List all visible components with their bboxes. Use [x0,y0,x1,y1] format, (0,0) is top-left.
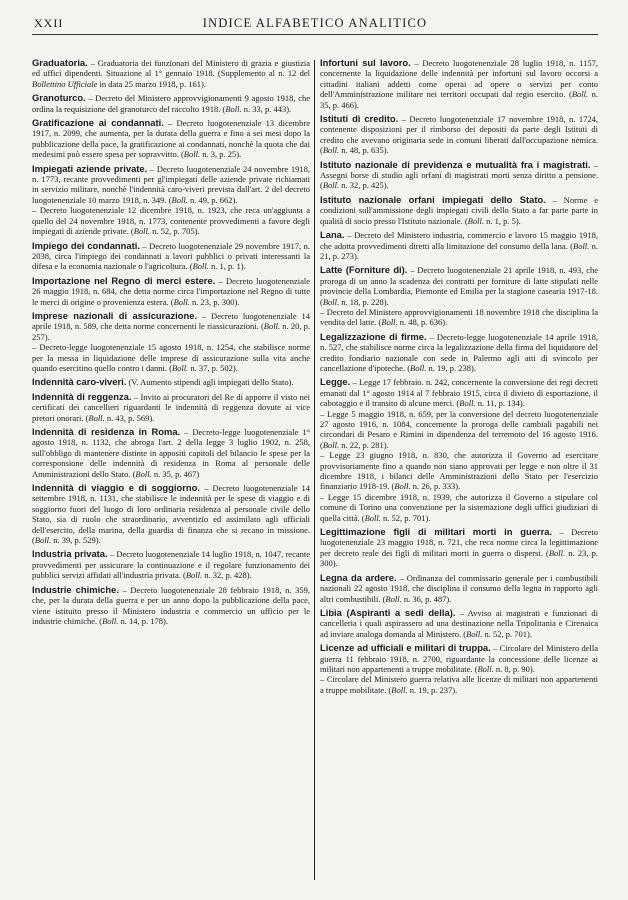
entry-heading: Legge. [320,376,351,388]
page-number: XXII [34,16,64,30]
entry-text: – Legge 17 febbraio. n. 242, concernente la conversione dei regi decreti emanati dal 1° agosto 1914 al 7 febbraio 1915, circa il divieto di esportazione, il cabotaggio e il transito di alcune merci. ( [320,377,598,409]
entry-heading: Istituto nazionale orfani impiegati dello Stato. [320,193,546,205]
entry-text: n. 19, p. 238). [426,362,476,373]
entry-text: n. 33, p. 443). [241,103,292,114]
index-entry [32,58,310,89]
entry-text: n. 19, p. 237). [407,684,458,695]
entry-heading: Licenze ad ufficiali e militari di truppa. [320,642,491,654]
index-entry [320,643,598,695]
entry-text: – Decreto luogotenenziale 17 novembre 1918, n. 1724, contenente disposizioni per il rimborso dei depositi da parte degli Istituti di credito che avevano originaria sede in comuni liberati dall'occupazione nemica. ( [320,114,598,156]
index-entry [32,483,310,545]
citation-abbrev: Boll. [410,362,427,373]
index-entry [32,392,310,423]
entry-sub-item [32,205,310,236]
citation-abbrev: Boll. [459,398,476,409]
entry-text: n. 8, p. 90). [493,663,535,674]
entry-text: n. 39, p. 529). [51,535,101,546]
entry-text: n. 36, p. 487). [401,593,452,604]
entry-text: – Decreto luogotenenziale 23 maggio 1918, n. 721, che reca norme circa la legittimazione per decreto reale dei figli di militari morti in guerra o dispersi. ( [320,527,598,558]
index-entry [32,164,310,237]
page-header [32,16,598,35]
entry-text: n. 43, p. 569). [104,412,155,423]
entry-text: n. 18, p. 228). [339,296,389,307]
entry-sub-item [32,342,310,373]
index-entry [32,585,310,627]
entry-heading: Legittimazione figli di militari morti in guerra. [320,526,553,538]
entry-text: n. 20, p. 257). [32,321,310,342]
index-entry [32,93,310,114]
entry-text: – Decreto del Ministero approvvigionamenti 9 agosto 1918, che ordina la requisizione del granoturco del raccolto 1918. ( [32,93,310,114]
entry-text: n. 48, p. 636). [397,317,448,328]
entry-heading: Latte (Forniture di). [320,264,408,276]
entry-text: n. 22, p. 281). [339,439,389,450]
citation-abbrev: Boll. [133,226,151,237]
citation-abbrev: Boll. [34,535,52,546]
index-entry [320,377,598,523]
index-entry [320,160,598,191]
entry-sub-item [320,450,598,492]
citation-abbrev: Bollettino Ufficiale [32,78,98,89]
entry-text: – Invito ai procuratori del Re di apporre il visto nei certificati dei cancellieri riguardanti le indennità di reggenza dovute ai vice pretori onorari. ( [32,391,311,423]
entry-heading: Importazione nel Regno di merci estere. [32,274,216,286]
index-entry [320,230,598,261]
entry-text: n. 23, p. 300). [320,547,598,569]
entry-sub-item [320,307,598,328]
entry-text: – Circolare del Ministero della guerra 11 febbraio 1918, n. 2700, riguardante la concessione delle licenze ai militari non appartenenti a truppe mobilitate. ( [320,643,598,674]
citation-abbrev: Boll. [573,240,590,251]
entry-text: – Legge 23 giugno 1918, n. 830, che autorizza il Governo ad esercitare provvisoriamente fino a quando non siano approvati per legge e non oltre il 31 dicembre 1918, i bilanci delle Amministrazioni dello Stato per l'esercizio finanziario 1918-19. ( [320,450,598,492]
citation-abbrev: Boll. [322,439,340,450]
page-title: INDICE ALFABETICO ANALITICO [202,16,428,30]
entry-text: – Decreto luogotenenziale 14 settembre 1918, n. 1131, che stabilisce le indennità per le spese di viaggio e di soggiorno fuori del luogo di loro ordinaria residenza al personale civile dello Stato, sia di ruolo che straordinario, avventizio ed assimilato agli ufficiali dell'esercito, della marina, della guardia di finanza che si recano in missione. ( [32,483,310,546]
citation-abbrev: Boll. [225,103,242,114]
entry-text: – Decreto luogotenenziale 13 dicembre 1917, n. 2099, che aumenta, per la durata della guerra e fino a sei mesi dopo la pubblicazione della pace, la gratificazione ai condannati, nonchè la quota che dai medesimi può essere spesa per sopravvitto. ( [32,118,310,160]
entry-text: – Ordinanza del commissario generale per i combustibili nazionali 22 agosto 1918, che disciplina il consumo della legna in rapporto agli altri combustibili. ( [320,572,599,604]
citation-abbrev: Boll. [385,593,402,604]
citation-abbrev: Boll. [173,296,190,307]
entry-text: n. 32, p. 428). [202,570,252,581]
entry-heading: Legalizzazione di firme. [320,330,427,342]
entry-heading: Indennità di viaggio e di soggiorno. [32,482,200,494]
citation-abbrev: Boll. [467,215,484,226]
entry-text: – Decreto del Ministero industria, commercio e lavoro 15 maggio 1918, che adotta provvedimenti diretti alla limitazione del consumo della lana. ( [320,230,598,251]
index-entry [320,195,598,226]
citation-abbrev: Boll. [263,321,281,332]
citation-abbrev: Boll. [322,180,340,191]
entry-text: – Decreto luogotenenziale 14 luglio 1918, n. 1047, recante provvedimenti per assicurare la continuazione e il regolare funzionamento dei pubblici servizi affidati all'industria privata. ( [32,549,311,581]
citation-abbrev: Boll. [88,412,105,423]
entry-heading: Indennità di residenza in Roma. [32,426,181,437]
citation-abbrev: Boll. [171,362,189,373]
citation-abbrev: Boll. [171,194,188,205]
entry-sub-item [320,492,598,523]
index-entry [320,265,598,327]
entry-text: – Decreto luogotenenziale 28 febbraio 1918, n. 359, che, per la durata della guerra e per un anno dopo la pubblicazione della pace, viene istituito presso il Ministero industria e commercio un ufficio per le industrie chimiche. ( [32,584,311,626]
entry-text: n. 52, p. 701). [482,628,532,639]
citation-abbrev: Boll. [548,547,566,558]
entry-heading: Indennità caro-viveri. [32,376,127,388]
index-entry [32,377,310,387]
index-entry [32,276,310,307]
entry-heading: Imprese nazionali di assicurazione. [32,309,198,321]
entry-text: n. 1, p. 5). [483,215,521,226]
entry-text: n. 49, p. 662). [187,194,238,205]
entry-heading: Istituti di credito. [320,113,399,125]
entry-text: – Assegni borse di studio agli orfani di magistrati morti senza diritto a pensione. ( [320,159,598,191]
entry-text: n. 52, p. 701). [380,512,431,523]
entry-text: – Decreto del Ministero approvvigionamenti 18 novembre 1918 che disciplina la vendita del latte. ( [320,306,598,328]
entry-text: – Decreto luogotenenziale 26 maggio 1918, n. 684, che detta norme circa l'importazione nel Regno di tutte le merci di origine o provenienza estera. ( [32,275,310,307]
entry-text: – Decreto luogotenenziale 28 luglio 1918, n. 1157, concernente la liquidazione delle indennità per infortuni sul lavoro occorsi a cittadini italiani addetti come operai ad opere o servizi per conto dell'Amministrazione militare nei territori occupati dal regio esercito. ( [320,58,598,100]
index-entry [32,118,310,160]
citation-abbrev: Boll. [135,468,152,479]
entry-heading: Impiego dei condannati. [32,239,140,251]
entry-heading: Lana. [320,229,345,241]
entry-text: n. 37, p. 502). [188,362,238,373]
entry-text: n. 21, p. 273). [320,240,599,261]
citation-abbrev: Boll. [466,628,483,639]
entry-heading: Impiegati aziende private. [32,162,148,174]
entry-text: n. 35, p. 466). [320,89,598,110]
entry-heading: Istituto nazionale di previdenza e mutualità fra i magistrati. [320,158,591,170]
column-divider [314,60,315,880]
entry-heading: Infortuni sul lavoro. [320,57,411,68]
citation-abbrev: Boll. [381,317,398,328]
entry-text: – Avviso ai magistrati e funzionari di cancelleria i quali aspirassero ad una destinazione nella Tripolitania e Cirenaica ad inviare analoga domanda al Ministero. ( [320,607,598,639]
entry-text: – Decreto luogotenenziale 12 dicembre 1918, n. 1923, che reca un'aggiunta a quello del 24 novembre 1918, n. 1773, contenente provvedimenti a favore degli impiegati di aziende private. ( [32,205,310,237]
entry-text: n. 52, p. 705). [150,226,200,237]
entry-text: n. 26, p. 333). [410,481,461,492]
index-entry [320,114,598,156]
citation-abbrev: Boll. [185,570,203,581]
right-column [320,58,598,699]
citation-abbrev: Boll. [477,663,494,674]
citation-abbrev: Boll. [364,512,381,523]
entry-heading: Legna da ardere. [320,571,397,583]
citation-abbrev: Boll. [391,684,408,695]
entry-text: – Norme e condizioni sull'ammissione degli impiegati civili dello Stato a far parte parte in qualità di socio presso l'Istituto nazionale. ( [320,194,598,226]
entry-heading: Graduatoria. [32,57,88,68]
entry-heading: Libia (Aspiranti a sedi della). [320,606,456,618]
citation-abbrev: Boll. [102,615,119,626]
entry-heading: Gratificazione ai condannati. [32,117,164,129]
entry-sub-item [320,674,598,695]
entry-text: – Decreto luogotenenziale 29 novembre 1917, n. 2038, circa l'impiego dei condannati a lavori pubblici o privati interessanti la difesa e la economia nazionale o l'agricoltura. ( [32,240,310,272]
index-entry [320,58,598,110]
citation-abbrev: Boll. [571,89,589,100]
entry-sub-item [320,409,598,451]
entry-text: n. 14, p. 178). [118,615,168,626]
entry-text: n. 35, p. 467) [151,468,200,479]
citation-abbrev: Boll. [322,145,340,156]
entry-heading: Industrie chimiche. [32,583,119,595]
entry-text: – Decreto-legge luogotenenziale 15 agosto 1918, n. 1254, che stabilisce norme per la messa in liquidazione delle imprese di assicurazione sulla vita anche quando esercitino quello contro i danni. ( [32,342,310,373]
entry-text: – Decreto-legge luogotenenziale 1° agosto 1918, n. 1132, che abroga l'art. 2 della legge 3 luglio 1902, n. 258, sull'obbligo di mantenere distinte in appositi capitoli del bilancio le spese per la corresponsione delle indennità di residenza in Roma al personale delle Amministrazioni dello Stato. ( [32,427,310,479]
index-entry [32,427,310,479]
entry-text: – Graduatoria dei funzionari del Ministero di grazia e giustizia ed uffici dipendenti. Situazione al 1° gennaio 1918. (Supplemento al n. 12 del [32,58,310,79]
citation-abbrev: Boll. [394,481,411,492]
index-entry [32,549,310,580]
entry-heading: Granoturco. [32,92,86,104]
entry-text: – Decreto luogotenenziale 14 aprile 1918, n. 589, che detta norme concernenti le riassicurazioni. ( [32,310,310,332]
entry-text: n. 23, p. 300). [189,296,240,307]
entry-text: (V. Aumento stipendi agli impiegati dello Stato). [126,377,294,388]
index-entry [320,608,598,639]
entry-text: in data 25 marzo 1918, p. 161). [97,78,206,89]
index-entry [320,527,598,569]
entry-heading: Indennità di reggenza. [32,390,132,402]
index-entry [320,332,598,374]
entry-text: – Legge 5 maggio 1918, n. 659, per la conversione del decreto luogotenenziale 27 agosto 1916, n. 1084, concernente la proroga delle cambiali pagabili nei circondari di Pesaro e Rimini in dipendenza del terremoto del 16 agosto 1916. ( [320,408,598,450]
entry-text: – Decreto luogotenenziale 24 novembre 1918, n. 1773, recante provvedimenti per gl'impiegati delle aziende private richiamati in servizio militare, nonchè l'indennità caro-viveri prevista dall'art. 2 del decreto luogotenenziale 10 marzo 1918, n. 349. ( [32,163,310,205]
entry-text: n. 32, p. 425). [339,180,389,191]
entry-text: n. 3, p. 25). [200,149,242,160]
citation-abbrev: Boll. [183,149,201,160]
entry-text: n. 11, p. 134). [475,398,525,409]
entry-text: – Decreto-legge luogotenenziale 14 aprile 1918, n. 527, che stabilisce norme circa la legalizzazione della firma del liquidatore del credito fondiario nazionale con sede in Palermo agli atti di svincolo per cancellazione d'ipoteche. ( [320,331,599,373]
entry-text: n. 1, p. 1). [208,261,246,272]
citation-abbrev: Boll. [322,296,340,307]
index-entry [320,573,598,604]
index-entry [32,241,310,272]
entry-text: – Legge 15 dicembre 1918, n. 1939, che autorizza il Governo a stipulare col comune di Torino una convenzione per la sistemazione degli uffici giudiziari di quella città. ( [320,491,598,523]
entry-heading: Industria privata. [32,548,108,560]
entry-text: – Circolare del Ministero guerra relativa alle licenze di militari non appartenenti a truppe mobilitate. ( [320,674,598,695]
citation-abbrev: Boll. [192,261,209,272]
index-entry [32,311,310,373]
entry-text: – Decreto luogotenenziale 21 aprile 1918, n. 493, che proroga di un anno la scadenza dei contratti per forniture di latte stipulati nelle provincie della Lombardia, Piemonte ed Emilia per la stagione casearia 1917-18. ( [320,265,599,307]
left-column [32,58,310,630]
entry-text: n. 48, p. 635). [339,145,389,156]
